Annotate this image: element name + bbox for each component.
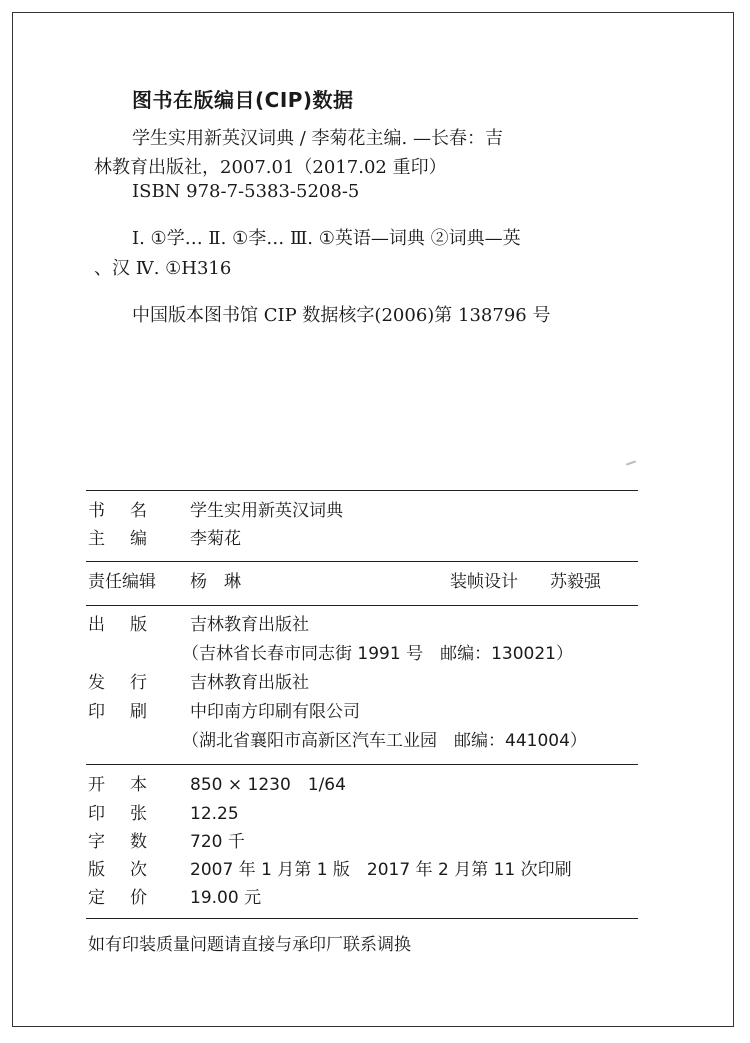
editor-label-1: 主	[88, 529, 105, 549]
edition-label-1: 版	[88, 860, 105, 880]
words-value: 720 千	[190, 832, 245, 852]
printer-label-1: 印	[88, 702, 105, 722]
publisher-address: （吉林省长春市同志街 1991 号 邮编：130021）	[182, 644, 573, 664]
book-name-label-1: 书	[88, 501, 105, 521]
quality-notice: 如有印装质量问题请直接与承印厂联系调换	[88, 935, 411, 955]
edition-label-2: 次	[130, 860, 147, 880]
cip-isbn: ISBN 978-7-5383-5208-5	[132, 181, 360, 202]
publisher-value: 吉林教育出版社	[190, 615, 309, 635]
divider-rule	[86, 490, 638, 491]
binding-design-value: 苏毅强	[550, 572, 601, 592]
format-label-1: 开	[88, 775, 105, 795]
cip-classification-line-2: 、汉 Ⅳ. ①H316	[94, 258, 232, 279]
divider-rule	[86, 764, 638, 765]
printer-address: （湖北省襄阳市高新区汽车工业园 邮编：441004）	[182, 731, 587, 751]
sheets-value: 12.25	[190, 804, 239, 824]
cip-title: 图书在版编目(CIP)数据	[132, 88, 354, 112]
publisher-label-2: 版	[130, 615, 147, 635]
publisher-label-1: 出	[88, 615, 105, 635]
sheets-label-2: 张	[130, 804, 147, 824]
printer-label-2: 刷	[130, 702, 147, 722]
responsible-editor-value: 杨 琳	[190, 572, 241, 592]
editor-label-2: 编	[130, 529, 147, 549]
book-name-value: 学生实用新英汉词典	[190, 501, 343, 521]
divider-rule	[86, 561, 638, 562]
editor-value: 李菊花	[190, 529, 241, 549]
divider-rule	[86, 605, 638, 606]
cip-catalog-line-2: 林教育出版社，2007.01（2017.02 重印）	[94, 157, 447, 178]
price-label-2: 价	[130, 888, 147, 908]
responsible-editor-label: 责任编辑	[88, 572, 156, 592]
format-label-2: 本	[130, 775, 147, 795]
divider-rule	[86, 918, 638, 919]
distributor-value: 吉林教育出版社	[190, 673, 309, 693]
book-name-label-2: 名	[130, 501, 147, 521]
cip-catalog-line-1: 学生实用新英汉词典 / 李菊花主编. —长春：吉	[132, 128, 503, 149]
price-value: 19.00 元	[190, 888, 262, 908]
distributor-label-1: 发	[88, 673, 105, 693]
cip-classification-line-1: Ⅰ. ①学… Ⅱ. ①李… Ⅲ. ①英语—词典 ②词典—英	[132, 228, 521, 249]
cip-approval-number: 中国版本图书馆 CIP 数据核字(2006)第 138796 号	[132, 305, 551, 326]
distributor-label-2: 行	[130, 673, 147, 693]
edition-value: 2007 年 1 月第 1 版 2017 年 2 月第 11 次印刷	[190, 860, 572, 880]
price-label-1: 定	[88, 888, 105, 908]
binding-design-label: 装帧设计	[450, 572, 518, 592]
words-label-2: 数	[130, 832, 147, 852]
printer-value: 中印南方印刷有限公司	[190, 702, 360, 722]
words-label-1: 字	[88, 832, 105, 852]
sheets-label-1: 印	[88, 804, 105, 824]
format-value: 850 × 1230 1/64	[190, 775, 346, 795]
